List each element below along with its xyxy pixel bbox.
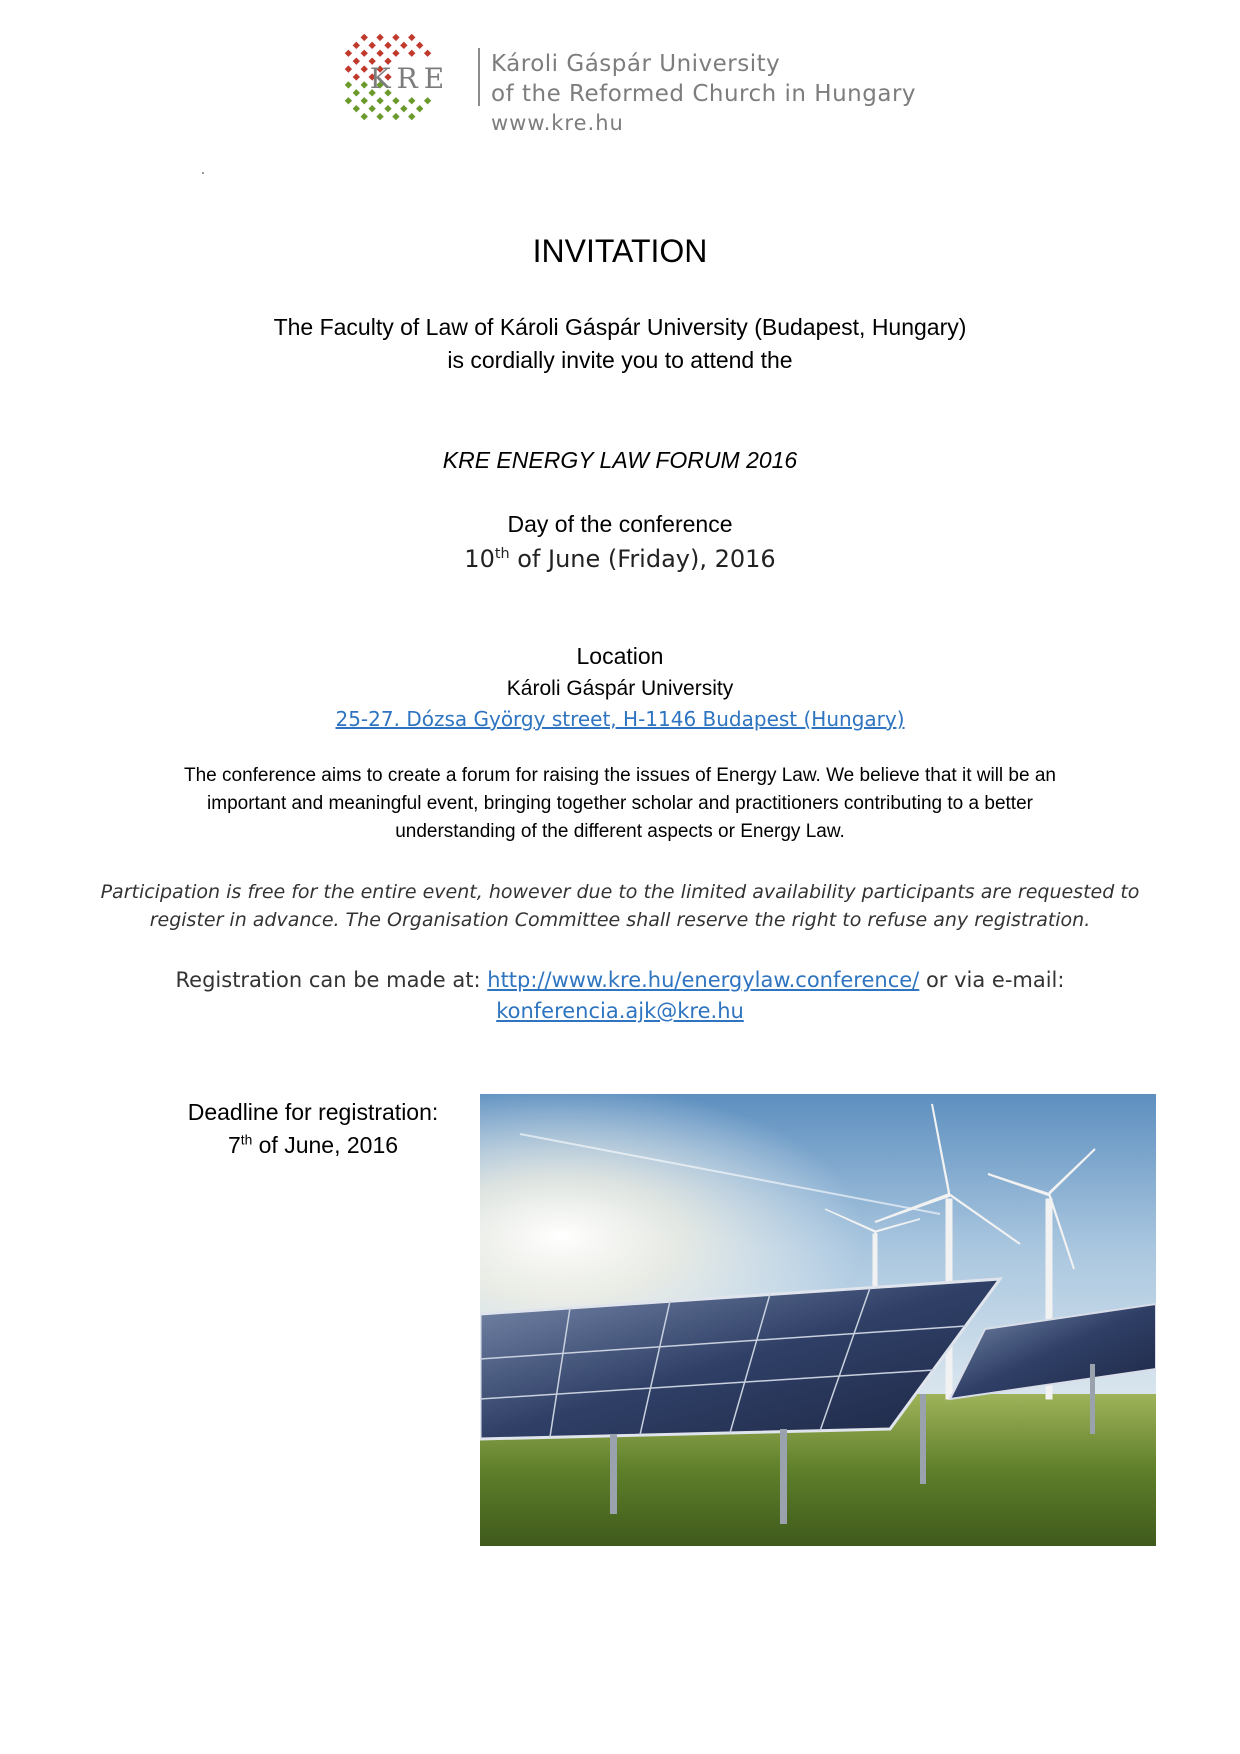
logo-dot bbox=[368, 105, 375, 112]
stray-dot bbox=[202, 172, 204, 174]
logo-dot bbox=[424, 50, 431, 57]
logo-dot bbox=[361, 65, 368, 72]
logo-dot bbox=[400, 42, 407, 49]
deadline-block bbox=[133, 1096, 493, 1162]
aims-line-3: understanding of the different aspects or Energy Law. bbox=[395, 821, 845, 842]
logo-dot bbox=[384, 42, 391, 49]
registration-middle: or via e-mail: bbox=[919, 968, 1065, 992]
logo-dot bbox=[361, 81, 368, 88]
registration-url-link[interactable]: http://www.kre.hu/energylaw.conference/ bbox=[487, 968, 920, 992]
logo-dot bbox=[392, 34, 399, 41]
conference-day-heading: Day of the conference bbox=[507, 511, 733, 537]
logo-dot bbox=[376, 50, 383, 57]
aims-line-1: The conference aims to create a forum for raising the issues of Energy Law. We believe that it will be an bbox=[184, 765, 1056, 786]
logo-dot bbox=[392, 50, 399, 57]
deadline-date-number: 7 bbox=[227, 1132, 241, 1158]
logo-dot bbox=[353, 42, 360, 49]
forum-title: KRE ENERGY LAW FORUM 2016 bbox=[442, 447, 798, 473]
aims-line-2: important and meaningful event, bringing together scholar and practitioners contributing to a better bbox=[207, 793, 1033, 814]
logo-dot bbox=[353, 73, 360, 80]
invitation-title: INVITATION bbox=[532, 233, 708, 269]
conference-date-rest: of June (Friday), 2016 bbox=[509, 545, 776, 573]
kre-diamond-logo-icon bbox=[330, 20, 462, 134]
conference-date-suffix: th bbox=[494, 546, 510, 562]
logo-dot bbox=[345, 97, 352, 104]
logo-letters: KRE bbox=[369, 62, 451, 95]
location-heading: Location bbox=[576, 643, 664, 669]
logo-dot bbox=[345, 50, 352, 57]
university-name-line2: of the Reformed Church in Hungary bbox=[491, 81, 917, 107]
intro-line-2: is cordially invite you to attend the bbox=[447, 347, 793, 373]
registration-email-link[interactable]: konferencia.ajk@kre.hu bbox=[496, 999, 744, 1023]
logo-dot bbox=[408, 97, 415, 104]
logo-dot bbox=[361, 97, 368, 104]
logo-dot bbox=[361, 113, 368, 120]
logo-dot bbox=[424, 97, 431, 104]
participation-line-1: Participation is free for the entire event, however due to the limited availability participants are requested to bbox=[100, 881, 1140, 903]
logo-dot bbox=[361, 34, 368, 41]
conference-date-number: 10 bbox=[464, 545, 495, 573]
logo-dot bbox=[416, 105, 423, 112]
intro-line-1: The Faculty of Law of Károli Gáspár University (Budapest, Hungary) bbox=[273, 314, 967, 340]
location-address-link[interactable]: 25-27. Dózsa György street, H-1146 Budapest (Hungary) bbox=[335, 707, 905, 731]
registration-prefix: Registration can be made at: bbox=[175, 968, 488, 992]
logo-dot bbox=[361, 50, 368, 57]
logo-dot bbox=[408, 34, 415, 41]
logo-divider bbox=[478, 48, 480, 106]
logo-dot bbox=[400, 105, 407, 112]
logo-dot bbox=[376, 97, 383, 104]
conference-date bbox=[0, 545, 1240, 573]
logo-dot bbox=[353, 89, 360, 96]
logo-dot bbox=[353, 57, 360, 64]
logo-dot bbox=[384, 105, 391, 112]
registration-email-line bbox=[0, 999, 1240, 1023]
logo-dot bbox=[392, 97, 399, 104]
logo-dot bbox=[376, 34, 383, 41]
deadline-heading: Deadline for registration: bbox=[187, 1099, 439, 1125]
logo-dot bbox=[353, 105, 360, 112]
logo-dot bbox=[416, 42, 423, 49]
solar-wind-photo bbox=[480, 1094, 1156, 1546]
deadline-date-suffix: th bbox=[240, 1132, 253, 1148]
university-website: www.kre.hu bbox=[491, 111, 624, 135]
logo-dot bbox=[376, 113, 383, 120]
deadline-date bbox=[133, 1129, 493, 1162]
registration-line bbox=[0, 968, 1240, 992]
location-name: Károli Gáspár University bbox=[506, 677, 734, 700]
deadline-date-rest: of June, 2016 bbox=[252, 1132, 399, 1158]
logo-dot bbox=[368, 42, 375, 49]
logo-dot bbox=[408, 50, 415, 57]
logo-dot bbox=[408, 113, 415, 120]
logo-dot bbox=[392, 113, 399, 120]
logo-dot bbox=[345, 65, 352, 72]
participation-line-2: register in advance. The Organisation Committee shall reserve the right to refuse any registration. bbox=[149, 909, 1091, 931]
logo-dot bbox=[345, 81, 352, 88]
university-name-line1: Károli Gáspár University bbox=[491, 51, 781, 77]
